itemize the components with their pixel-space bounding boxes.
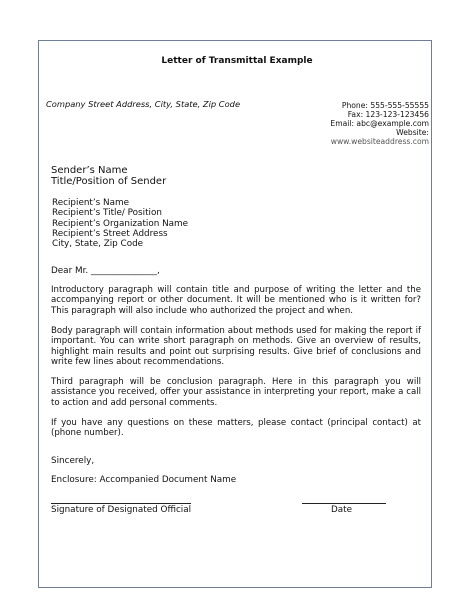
recipient-block: [52, 198, 188, 249]
questions-paragraph: If you have any questions on these matters, please contact (principal contact) at (phone number).: [51, 418, 421, 439]
fax-line: Fax: 123-123-123456: [347, 110, 429, 119]
email-line: Email: abc@example.com: [330, 119, 429, 128]
salutation: Dear Mr. _______________,: [51, 266, 160, 276]
sender-name: Sender’s Name: [51, 165, 128, 176]
website-value: www.websiteaddress.com: [330, 137, 429, 144]
sender-title: Title/Position of Sender: [51, 176, 167, 187]
signature-label: Signature of Designated Official: [51, 505, 192, 515]
recipient-street: Recipient’s Street Address: [52, 228, 168, 239]
signature-line: [51, 503, 191, 504]
intro-paragraph: Introductory paragraph will contain title and purpose of writing the letter and the accompanying report or other document. It will be mentioned who is it written for? This paragraph will also include who authorized the project and when.: [51, 285, 421, 316]
recipient-name: Recipient’s Name: [52, 198, 130, 208]
sender-block: [51, 165, 166, 187]
letter-title: Letter of Transmittal Example: [161, 56, 313, 66]
contact-block: [330, 101, 429, 144]
recipient-organization: Recipient’s Organization Name: [52, 218, 189, 229]
website-label: Website:: [396, 128, 429, 137]
body-paragraph: Body paragraph will contain information about methods used for making the report if important. You can write short paragraph on methods. Give an overview of results, highlight main results and point out surprising results. Give brief of conclusions and write few lines about recommendations.: [51, 326, 421, 367]
date-label: Date: [331, 505, 353, 515]
closing: Sincerely,: [51, 456, 95, 466]
date-line: [302, 503, 386, 504]
enclosure: Enclosure: Accompanied Document Name: [51, 475, 237, 485]
third-paragraph: Third paragraph will be conclusion paragraph. Here in this paragraph you will assistance you received, offer your assistance in interpreting your report, make a call to action and add personal comments.: [51, 377, 421, 408]
company-address: Company Street Address, City, State, Zip Code: [46, 99, 241, 109]
phone-line: Phone: 555-555-55555: [341, 101, 429, 110]
recipient-city: City, State, Zip Code: [52, 239, 144, 250]
recipient-title: Recipient’s Title/ Position: [52, 208, 162, 219]
